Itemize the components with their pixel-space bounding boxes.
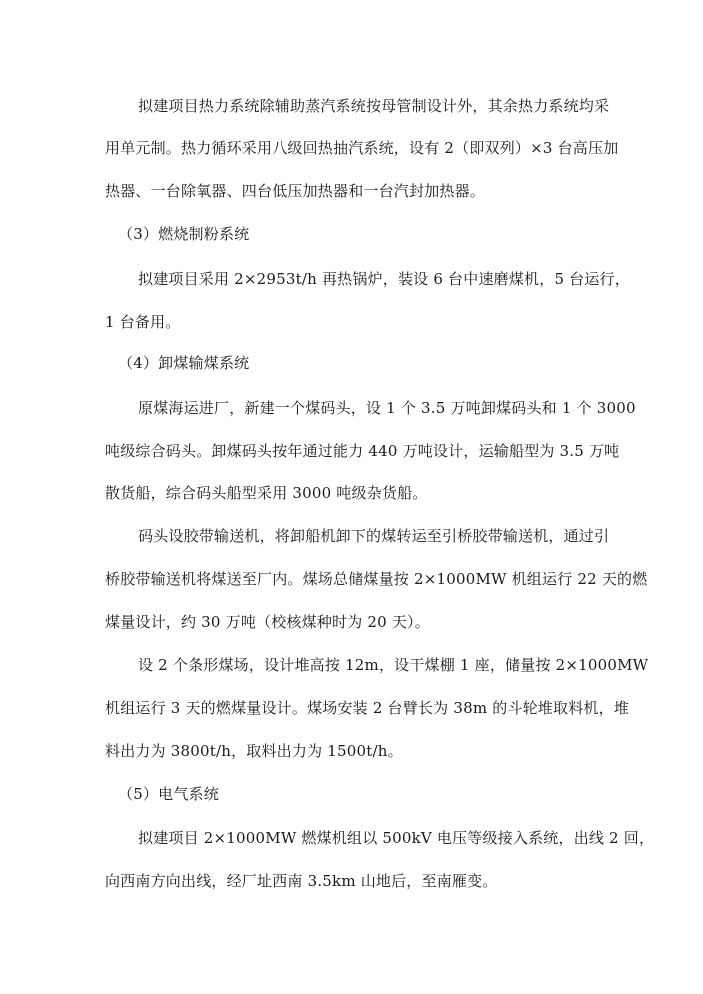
paragraph-4-line-3: 煤量设计，约 30 万吨（校核煤种时为 20 天）。 xyxy=(105,613,430,631)
paragraph-4-line-1: 码头设胶带输送机，将卸船机卸下的煤转运至引桥胶带输送机，通过引 xyxy=(138,527,610,545)
paragraph-2-line-1: 拟建项目采用 2×2953t/h 再热锅炉，装设 6 台中速磨煤机，5 台运行， xyxy=(138,270,630,288)
paragraph-6-line-1: 拟建项目 2×1000MW 燃煤机组以 500kV 电压等级接入系统，出线 2 回， xyxy=(138,829,655,847)
paragraph-1-line-2: 用单元制。热力循环采用八级回热抽汽系统，设有 2（即双列）×3 台高压加 xyxy=(105,139,619,157)
paragraph-3-line-3: 散货船，综合码头船型采用 3000 吨级杂货船。 xyxy=(105,484,428,502)
section-heading-5: （5）电气系统 xyxy=(118,785,219,803)
section-heading-4: （4）卸煤输煤系统 xyxy=(118,354,250,372)
paragraph-5-line-2: 机组运行 3 天的燃煤量设计。煤场安装 2 台臂长为 38m 的斗轮堆取料机，堆 xyxy=(105,699,630,717)
paragraph-5-line-3: 料出力为 3800t/h，取料出力为 1500t/h。 xyxy=(105,742,403,760)
paragraph-3-line-1: 原煤海运进厂，新建一个煤码头，设 1 个 3.5 万吨卸煤码头和 1 个 3000 xyxy=(138,399,636,417)
paragraph-4-line-2: 桥胶带输送机将煤送至厂内。煤场总储煤量按 2×1000MW 机组运行 22 天的燃 xyxy=(105,570,648,588)
paragraph-3-line-2: 吨级综合码头。卸煤码头按年通过能力 440 万吨设计，运输船型为 3.5 万吨 xyxy=(105,442,620,460)
paragraph-6-line-2: 向西南方向出线，经厂址西南 3.5km 山地后，至南雁变。 xyxy=(105,872,498,890)
paragraph-2-line-2: 1 台备用。 xyxy=(105,313,181,331)
paragraph-1-line-1: 拟建项目热力系统除辅助蒸汽系统按母管制设计外，其余热力系统均采 xyxy=(138,97,610,115)
section-heading-3: （3）燃烧制粉系统 xyxy=(118,225,250,243)
paragraph-1-line-3: 热器、一台除氧器、四台低压加热器和一台汽封加热器。 xyxy=(105,182,486,200)
paragraph-5-line-1: 设 2 个条形煤场，设计堆高按 12m，设干煤棚 1 座，储量按 2×1000MW xyxy=(138,656,649,674)
